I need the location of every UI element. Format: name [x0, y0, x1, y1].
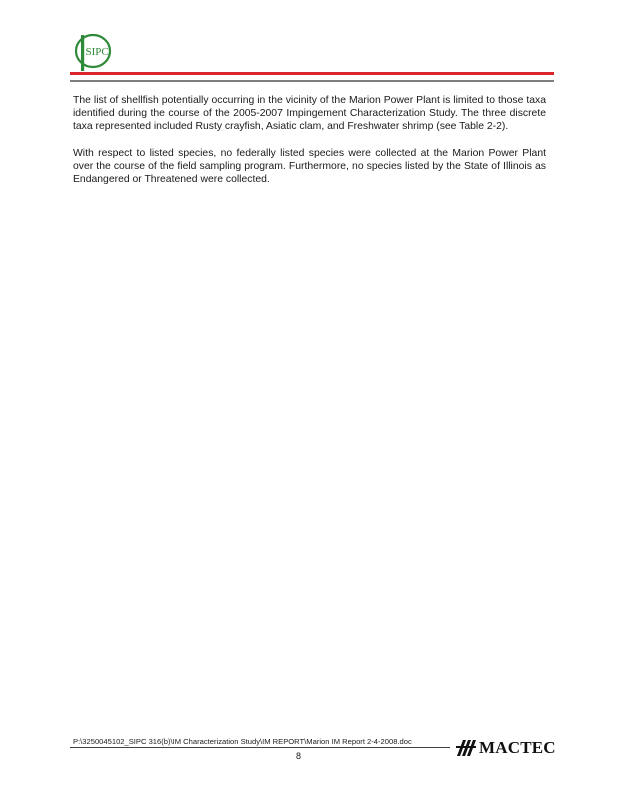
company-name: MACTEC — [479, 738, 556, 757]
page-number: 8 — [296, 751, 302, 761]
header-rule-gray — [70, 80, 554, 82]
header-rule-red — [70, 72, 554, 75]
body-text — [73, 94, 546, 199]
sipc-logo-icon — [70, 31, 116, 73]
logo-text: SIPC — [85, 46, 109, 58]
footer-file-path: P:\3250045102_SIPC 316(b)\IM Characterization Study\IM REPORT\Marion IM Report 2-4-2008.doc — [73, 737, 412, 746]
footer-rule — [70, 747, 450, 748]
paragraph-shellfish: The list of shellfish potentially occurring in the vicinity of the Marion Power Plant is limited to those taxa identified during the course of the 2005-2007 Impingement Characterization Study. The three discrete taxa represented included Rusty crayfish, Asiatic clam, and Freshwater shrimp (see Table 2-2). — [73, 95, 546, 133]
mactec-logo-icon — [455, 739, 477, 757]
mactec-logo — [455, 738, 556, 758]
paragraph-listed-species: With respect to listed species, no federally listed species were collected at the Marion Power Plant over the course of the field sampling program. Furthermore, no species listed by the State of Illinois as Endangered or Threatened were collected. — [73, 147, 546, 186]
sipc-logo — [70, 31, 116, 73]
